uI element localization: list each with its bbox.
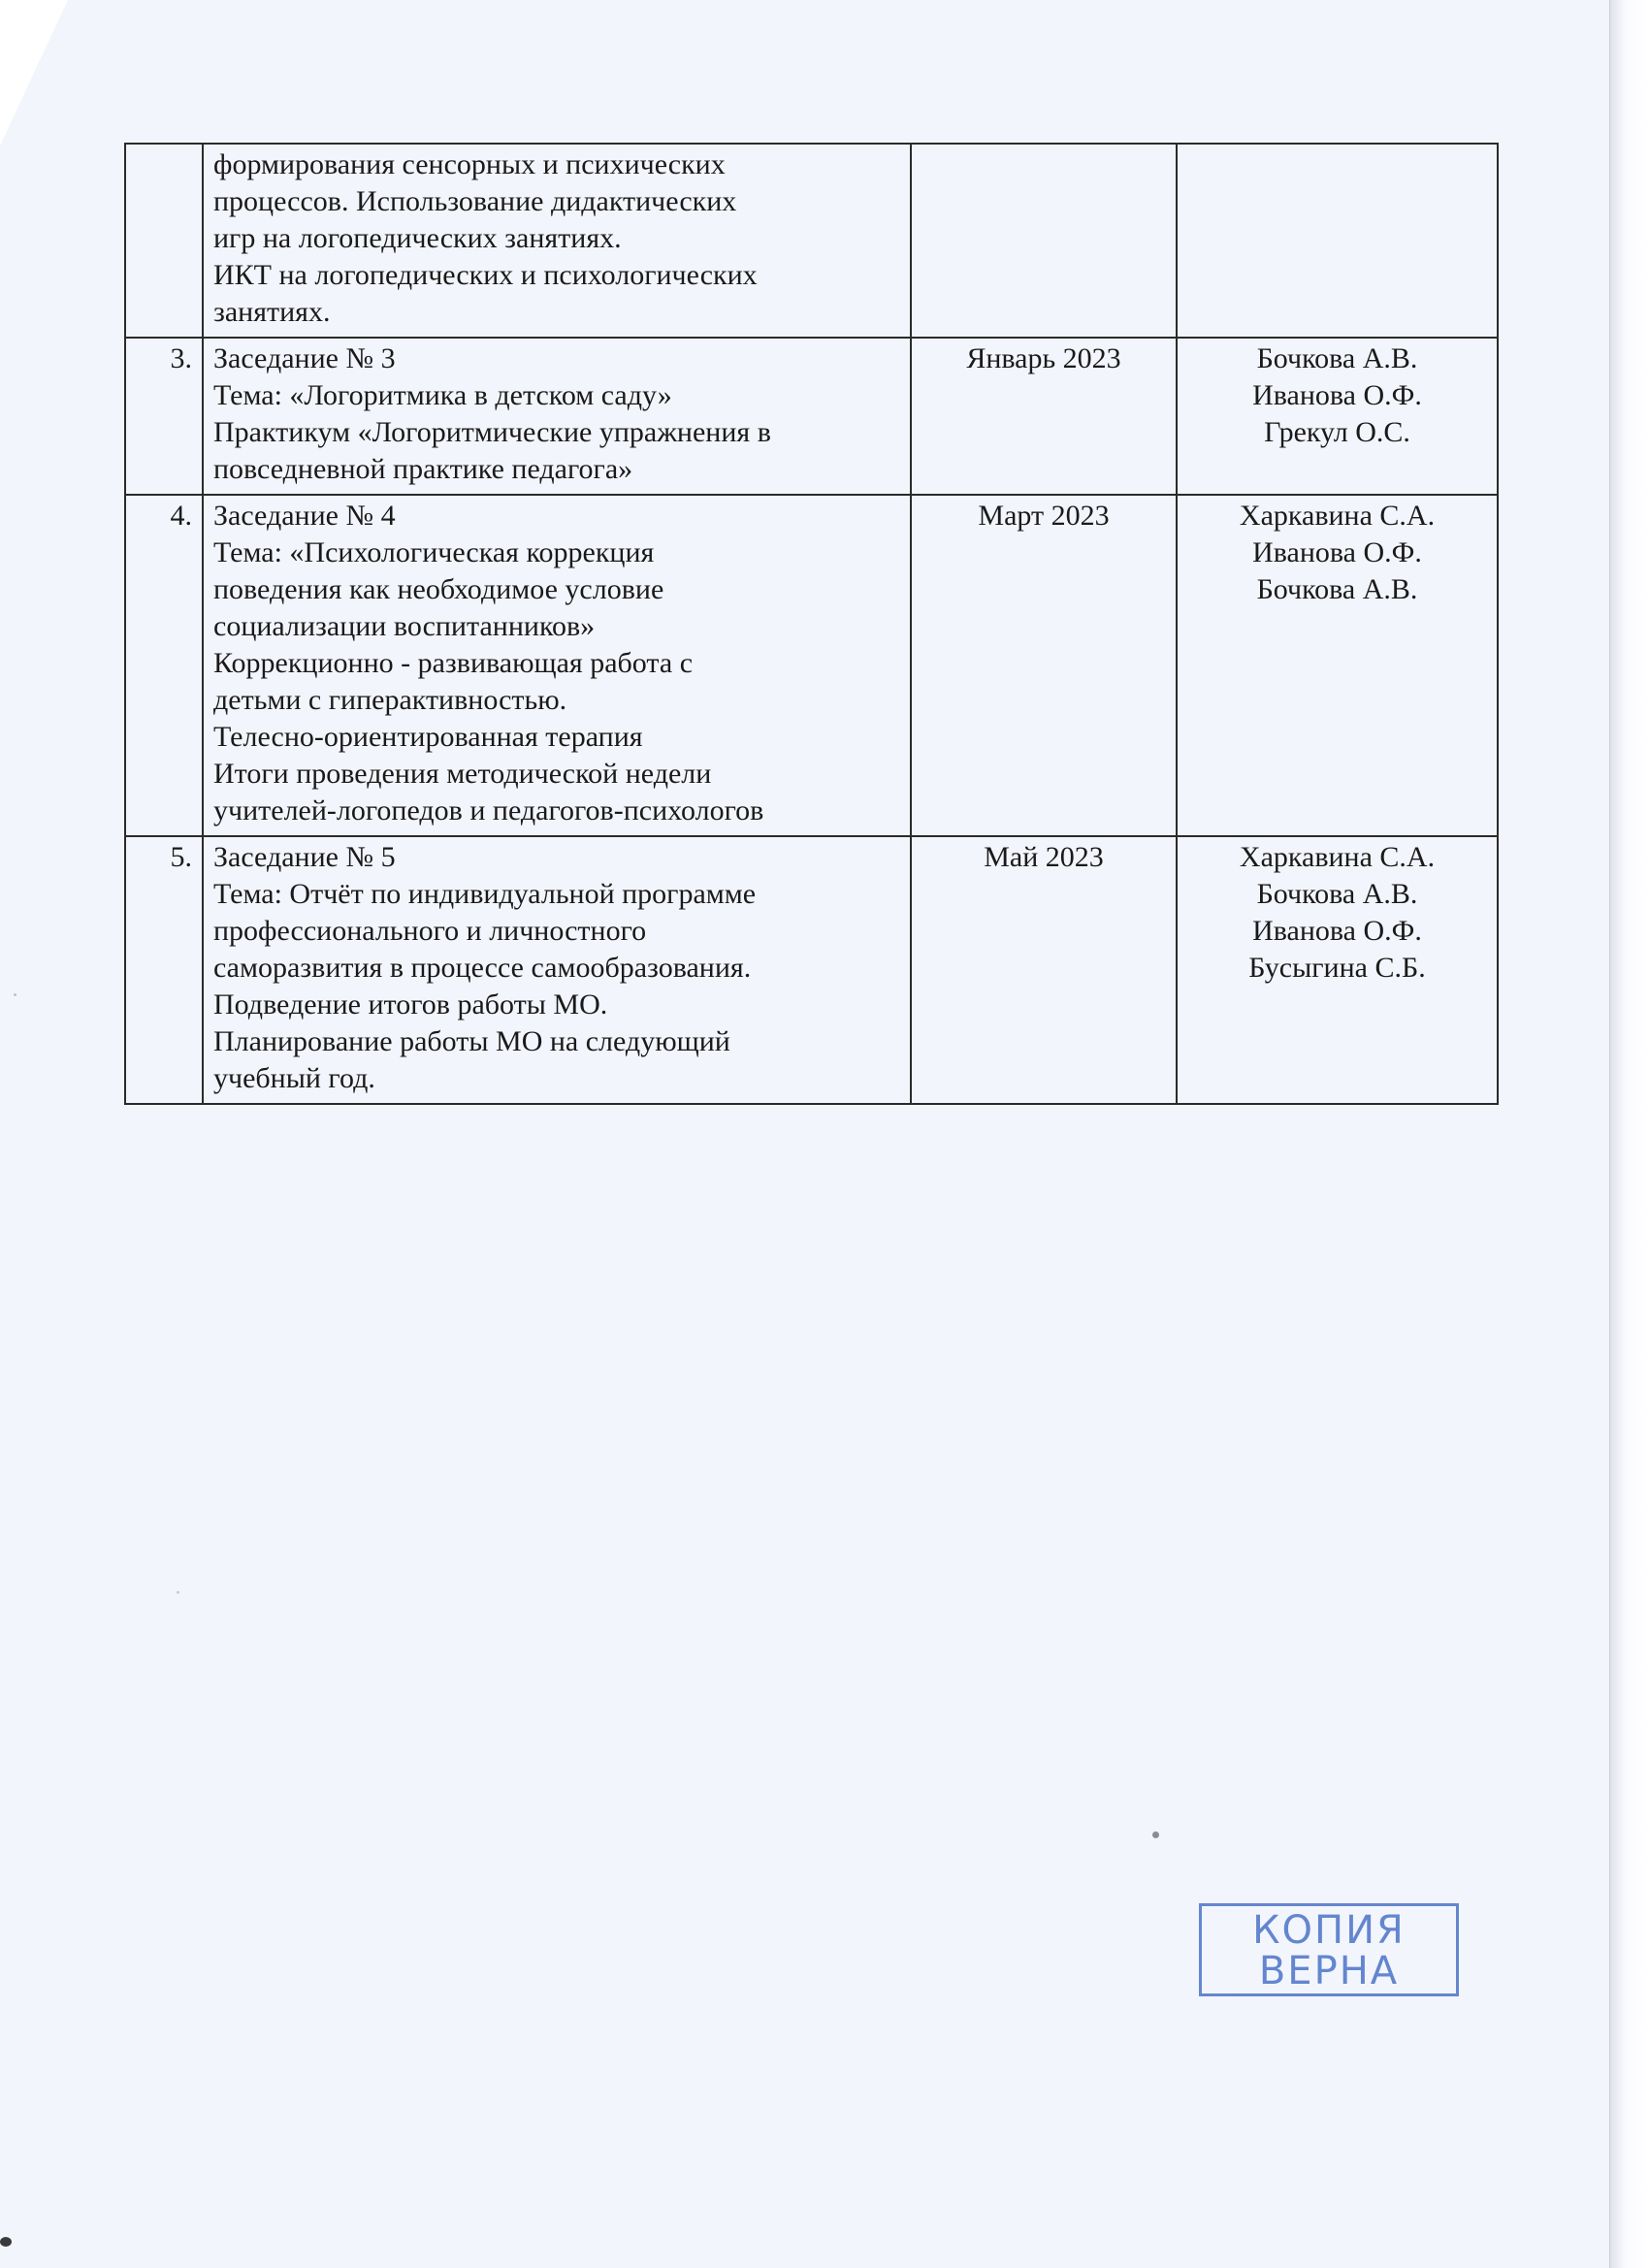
scan-speck <box>14 993 16 996</box>
topic-line: Итоги проведения методической недели <box>213 758 712 790</box>
topic-line: Тема: Отчёт по индивидуальной программе <box>213 878 757 910</box>
topic-line: Заседание № 4 <box>213 500 396 532</box>
topic-line: поведения как необходимое условие <box>213 573 664 605</box>
topic-line: Заседание № 5 <box>213 841 396 873</box>
scan-speck <box>0 2237 12 2247</box>
topic-line: учителей-логопедов и педагогов-психологов <box>213 794 764 826</box>
responsible-person: Харкавина С.А. <box>1239 841 1436 873</box>
topic-line: формирования сенсорных и психических <box>213 148 726 180</box>
row-number: 5. <box>125 836 203 1104</box>
table-row <box>125 836 1498 1104</box>
topic-line: учебный год. <box>213 1062 375 1094</box>
folded-corner <box>0 0 68 146</box>
page-right-edge <box>1609 0 1649 2268</box>
responsible-list <box>1177 836 1498 1104</box>
responsible-person: Иванова О.Ф. <box>1252 536 1422 568</box>
table-row <box>125 495 1498 836</box>
topic-line: профессионального и личностного <box>213 915 647 947</box>
responsible-person: Бусыгина С.Б. <box>1248 952 1426 984</box>
meeting-date <box>911 144 1177 338</box>
stamp-line: ВЕРНА <box>1258 1949 1400 1993</box>
responsible-person: Бочкова А.В. <box>1256 342 1418 374</box>
topic-line: ИКТ на логопедических и психологических <box>213 259 758 291</box>
table-row <box>125 338 1498 495</box>
topic-line: Коррекционно - развивающая работа с <box>213 647 694 679</box>
meeting-date: Май 2023 <box>911 836 1177 1104</box>
responsible-person: Грекул О.С. <box>1264 416 1410 448</box>
topic-line: повседневной практике педагога» <box>213 453 633 485</box>
stamp-line: КОПИЯ <box>1252 1908 1406 1953</box>
topic-line: Планирование работы МО на следующий <box>213 1025 730 1057</box>
topic-line: саморазвития в процессе самообразования. <box>213 952 752 984</box>
row-number <box>125 144 203 338</box>
meeting-date: Январь 2023 <box>911 338 1177 495</box>
table-row <box>125 144 1498 338</box>
responsible-list <box>1177 144 1498 338</box>
topic-line: социализации воспитанников» <box>213 610 596 642</box>
responsible-person: Бочкова А.В. <box>1256 878 1418 910</box>
topic-line: процессов. Использование дидактических <box>213 185 737 217</box>
meeting-topic <box>203 836 911 1104</box>
copy-certified-stamp <box>1199 1903 1459 1996</box>
methodology-plan-table <box>124 143 1499 1105</box>
responsible-person: Иванова О.Ф. <box>1252 915 1422 947</box>
topic-line: Тема: «Психологическая коррекция <box>213 536 655 568</box>
meeting-date: Март 2023 <box>911 495 1177 836</box>
topic-line: Телесно-ориентированная терапия <box>213 721 643 753</box>
responsible-person: Иванова О.Ф. <box>1252 379 1422 411</box>
topic-line: Заседание № 3 <box>213 342 396 374</box>
meeting-topic <box>203 338 911 495</box>
scan-speck <box>1152 1831 1159 1838</box>
row-number: 4. <box>125 495 203 836</box>
meeting-topic <box>203 495 911 836</box>
scan-speck <box>177 1591 179 1594</box>
meeting-topic <box>203 144 911 338</box>
topic-line: Тема: «Логоритмика в детском саду» <box>213 379 672 411</box>
topic-line: детьми с гиперактивностью. <box>213 684 567 716</box>
topic-line: игр на логопедических занятиях. <box>213 222 622 254</box>
topic-line: Подведение итогов работы МО. <box>213 988 608 1021</box>
responsible-list <box>1177 338 1498 495</box>
row-number: 3. <box>125 338 203 495</box>
responsible-list <box>1177 495 1498 836</box>
responsible-person: Бочкова А.В. <box>1256 573 1418 605</box>
responsible-person: Харкавина С.А. <box>1239 500 1436 532</box>
topic-line: Практикум «Логоритмические упражнения в <box>213 416 771 448</box>
topic-line: занятиях. <box>213 296 331 328</box>
